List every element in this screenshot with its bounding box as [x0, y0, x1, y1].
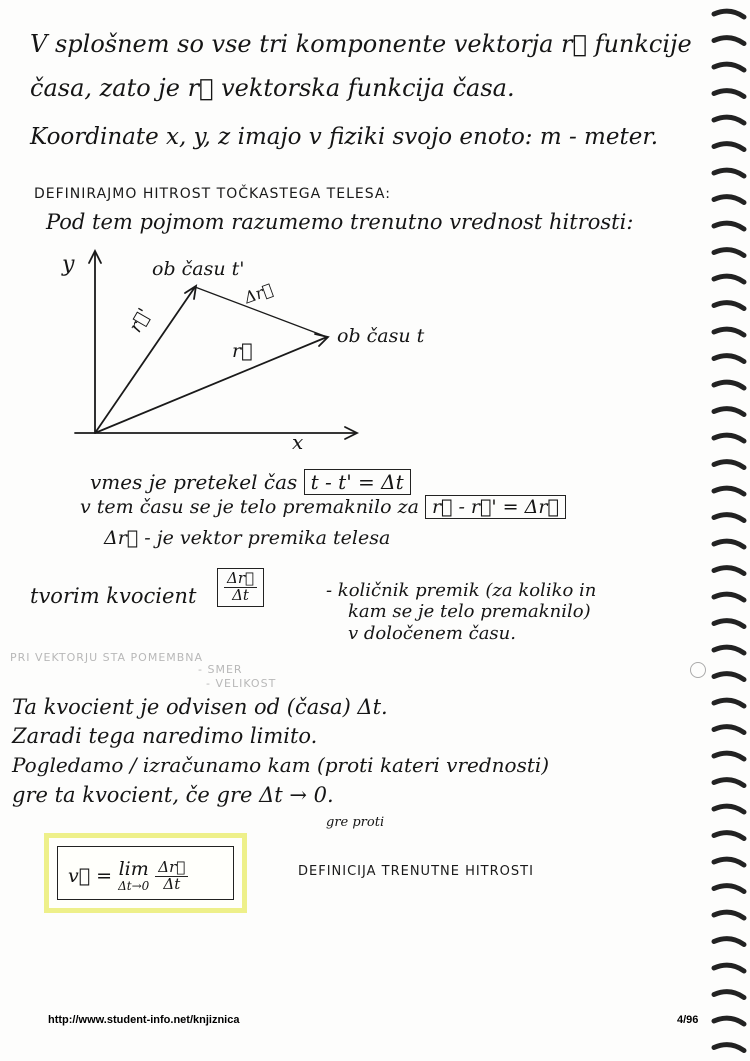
- elapsed-time-label: vmes je pretekel čas: [90, 470, 298, 494]
- quotient-denominator: Δt: [232, 585, 249, 604]
- label-time-t-prime: ob času t': [152, 258, 245, 280]
- spiral-ring: [714, 462, 744, 468]
- spiral-ring: [714, 303, 744, 309]
- spiral-ring: [714, 356, 744, 362]
- spiral-ring: [714, 515, 744, 521]
- definition-formula: [68, 859, 188, 893]
- displacement-formula: r⃗ - r⃗' = Δr⃗: [425, 495, 566, 519]
- spiral-ring: [714, 727, 744, 733]
- definition-highlight: [44, 833, 247, 913]
- spiral-ring: [714, 170, 744, 176]
- definition-lim: lim: [118, 858, 149, 880]
- spiral-ring: [714, 117, 744, 123]
- spiral-ring: [714, 568, 744, 574]
- displacement-label: v tem času se je telo premaknilo za: [80, 496, 419, 518]
- displacement-vector-text: Δr⃗ - je vektor premika telesa: [104, 527, 391, 549]
- spiral-ring: [714, 382, 744, 388]
- text-line-2: časa, zato je r⃗ vektorska funkcija časa.: [30, 74, 515, 102]
- spiral-ring: [714, 886, 744, 892]
- text-line-1: V splošnem so vse tri komponente vektorja r⃗ funkcije: [30, 30, 692, 58]
- limit-line-2: Zaradi tega naredimo limito.: [12, 724, 318, 748]
- text-line-3: Koordinate x, y, z imajo v fiziki svojo enoto: m - meter.: [30, 124, 659, 150]
- spiral-ring: [714, 780, 744, 786]
- spiral-ring: [714, 859, 744, 865]
- limit-line-3: Pogledamo / izračunamo kam (proti kateri vrednosti): [12, 753, 550, 777]
- label-time-t: ob času t: [337, 325, 425, 347]
- spiral-ring: [714, 594, 744, 600]
- limit-line-4: gre ta kvocient, če gre Δt → 0.: [12, 783, 334, 807]
- spiral-ring: [714, 621, 744, 627]
- definition-denominator: Δt: [163, 874, 181, 893]
- spiral-ring: [714, 144, 744, 150]
- spiral-ring: [714, 435, 744, 441]
- limit-line-5: gre proti: [326, 815, 385, 830]
- quotient-note-2: kam se je telo premaknilo): [348, 601, 591, 622]
- spiral-ring: [714, 541, 744, 547]
- spiral-ring: [714, 674, 744, 680]
- spiral-ring: [714, 1018, 744, 1024]
- label-vector-r-prime: r⃗': [124, 304, 156, 337]
- vector-r: [95, 337, 327, 433]
- quotient-note-1: - količnik premik (za koliko in: [326, 580, 597, 601]
- spiral-ring: [714, 488, 744, 494]
- spiral-ring: [714, 329, 744, 335]
- spiral-binding: [708, 0, 750, 1061]
- spiral-ring: [714, 833, 744, 839]
- faint-note-3: - VELIKOST: [206, 677, 277, 690]
- spiral-ring: [714, 1045, 744, 1051]
- quotient-formula: [217, 568, 264, 607]
- y-axis-label: y: [62, 252, 75, 277]
- spiral-ring: [714, 700, 744, 706]
- footer-url[interactable]: http://www.student-info.net/knjiznica: [48, 1014, 240, 1026]
- spiral-ring: [714, 91, 744, 97]
- spiral-ring: [714, 939, 744, 945]
- quotient-label: tvorim kvocient: [30, 584, 197, 608]
- definition-box: [57, 846, 234, 900]
- spiral-ring: [714, 965, 744, 971]
- spiral-ring: [714, 11, 744, 17]
- definition-caption: DEFINICIJA TRENUTNE HITROSTI: [298, 864, 534, 879]
- faint-note-1: PRI VEKTORJU STA POMEMBNA: [10, 651, 204, 664]
- text-line-4: Pod tem pojmom razumemo trenutno vrednost hitrosti:: [46, 210, 634, 234]
- section-heading: DEFINIRAJMO HITROST TOČKASTEGA TELESA:: [34, 186, 391, 202]
- spiral-ring: [714, 250, 744, 256]
- spiral-ring: [714, 912, 744, 918]
- label-vector-delta-r: Δr⃗: [241, 279, 276, 308]
- spiral-ring: [714, 38, 744, 44]
- x-axis-label: x: [292, 430, 304, 454]
- elapsed-time-formula: t - t' = Δt: [304, 469, 411, 495]
- spiral-ring: [714, 647, 744, 653]
- page-number: 4/96: [677, 1014, 699, 1026]
- faint-note-2: - SMER: [198, 663, 243, 676]
- definition-lim-sub: Δt→0: [118, 878, 150, 893]
- elapsed-time-text: [90, 470, 411, 494]
- spiral-ring: [714, 197, 744, 203]
- circle-mark: [690, 662, 706, 678]
- quotient-note-3: v določenem času.: [348, 623, 516, 644]
- definition-numerator: Δr⃗: [155, 860, 188, 877]
- spiral-ring: [714, 276, 744, 282]
- spiral-ring: [714, 223, 744, 229]
- definition-lhs: v⃗ =: [68, 865, 113, 888]
- spiral-ring: [714, 753, 744, 759]
- displacement-text: [80, 496, 566, 518]
- label-vector-r: r⃗: [232, 340, 253, 362]
- spiral-ring: [714, 64, 744, 70]
- limit-line-1: Ta kvocient je odvisen od (časa) Δt.: [12, 695, 388, 719]
- spiral-ring: [714, 992, 744, 998]
- spiral-ring: [714, 806, 744, 812]
- spiral-ring: [714, 409, 744, 415]
- quotient-numerator: Δr⃗: [224, 571, 257, 588]
